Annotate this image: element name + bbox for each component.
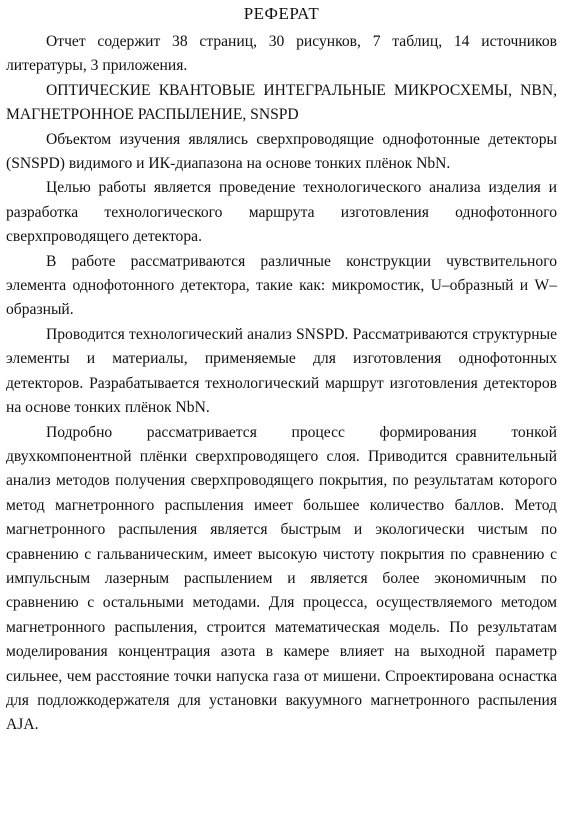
paragraph-designs: В работе рассматриваются различные конструкции чувствительного элемента однофотонного детектора, такие как: микромостик, U–образный и W–образный. [6, 252, 557, 319]
paragraph-object-of-study: Объектом изучения являлись сверхпроводящие однофотонные детекторы (SNSPD) видимого и ИК-диапазона на основе тонких плёнок NbN. [6, 130, 557, 173]
document-title: РЕФЕРАТ [243, 4, 320, 23]
paragraph-technological-analysis: Проводится технологический анализ SNSPD. Рассматриваются структурные элементы и материалы, применяемые для изготовления однофотонных детекторов. Разрабатывается технологический маршрут изготовления детекторов на основе тонких плёнок NbN. [6, 325, 557, 417]
paragraph-process-details: Подробно рассматривается процесс формирования тонкой двухкомпонентной плёнки сверхпроводящего слоя. Приводится сравнительный анализ методов получения сверхпроводящего покрытия, по результатам которого метод магнетронного распыления имеет большее количество баллов. Метод магнетронного распыления является быстрым и экологически чистым по сравнению с гальваническим, имеет высокую чистоту покрытия по сравнению с импульсным лазерным распылением и является более экономичным по сравнению с остальными методами. Для процесса, осуществляемого методом магнетронного распыления, строится математическая модель. По результатам моделирования концентрация азота в камере влияет на выходной параметр сильнее, чем расстояние точки напуска газа от мишени. Спроектирована оснастка для подложкодержателя для установки вакуумного магнетронного распыления AJA. [6, 423, 557, 734]
paragraph-goal: Целью работы является проведение технологического анализа изделия и разработка технологического маршрута изготовления однофотонного сверхпроводящего детектора. [6, 179, 557, 246]
paragraph-keywords: ОПТИЧЕСКИЕ КВАНТОВЫЕ ИНТЕГРАЛЬНЫЕ МИКРОСХЕМЫ, NBN, МАГНЕТРОННОЕ РАСПЫЛЕНИЕ, SNSPD [6, 81, 557, 124]
paragraph-report-summary: Отчет содержит 38 страниц, 30 рисунков, 7 таблиц, 14 источников литературы, 3 приложения. [6, 33, 557, 75]
